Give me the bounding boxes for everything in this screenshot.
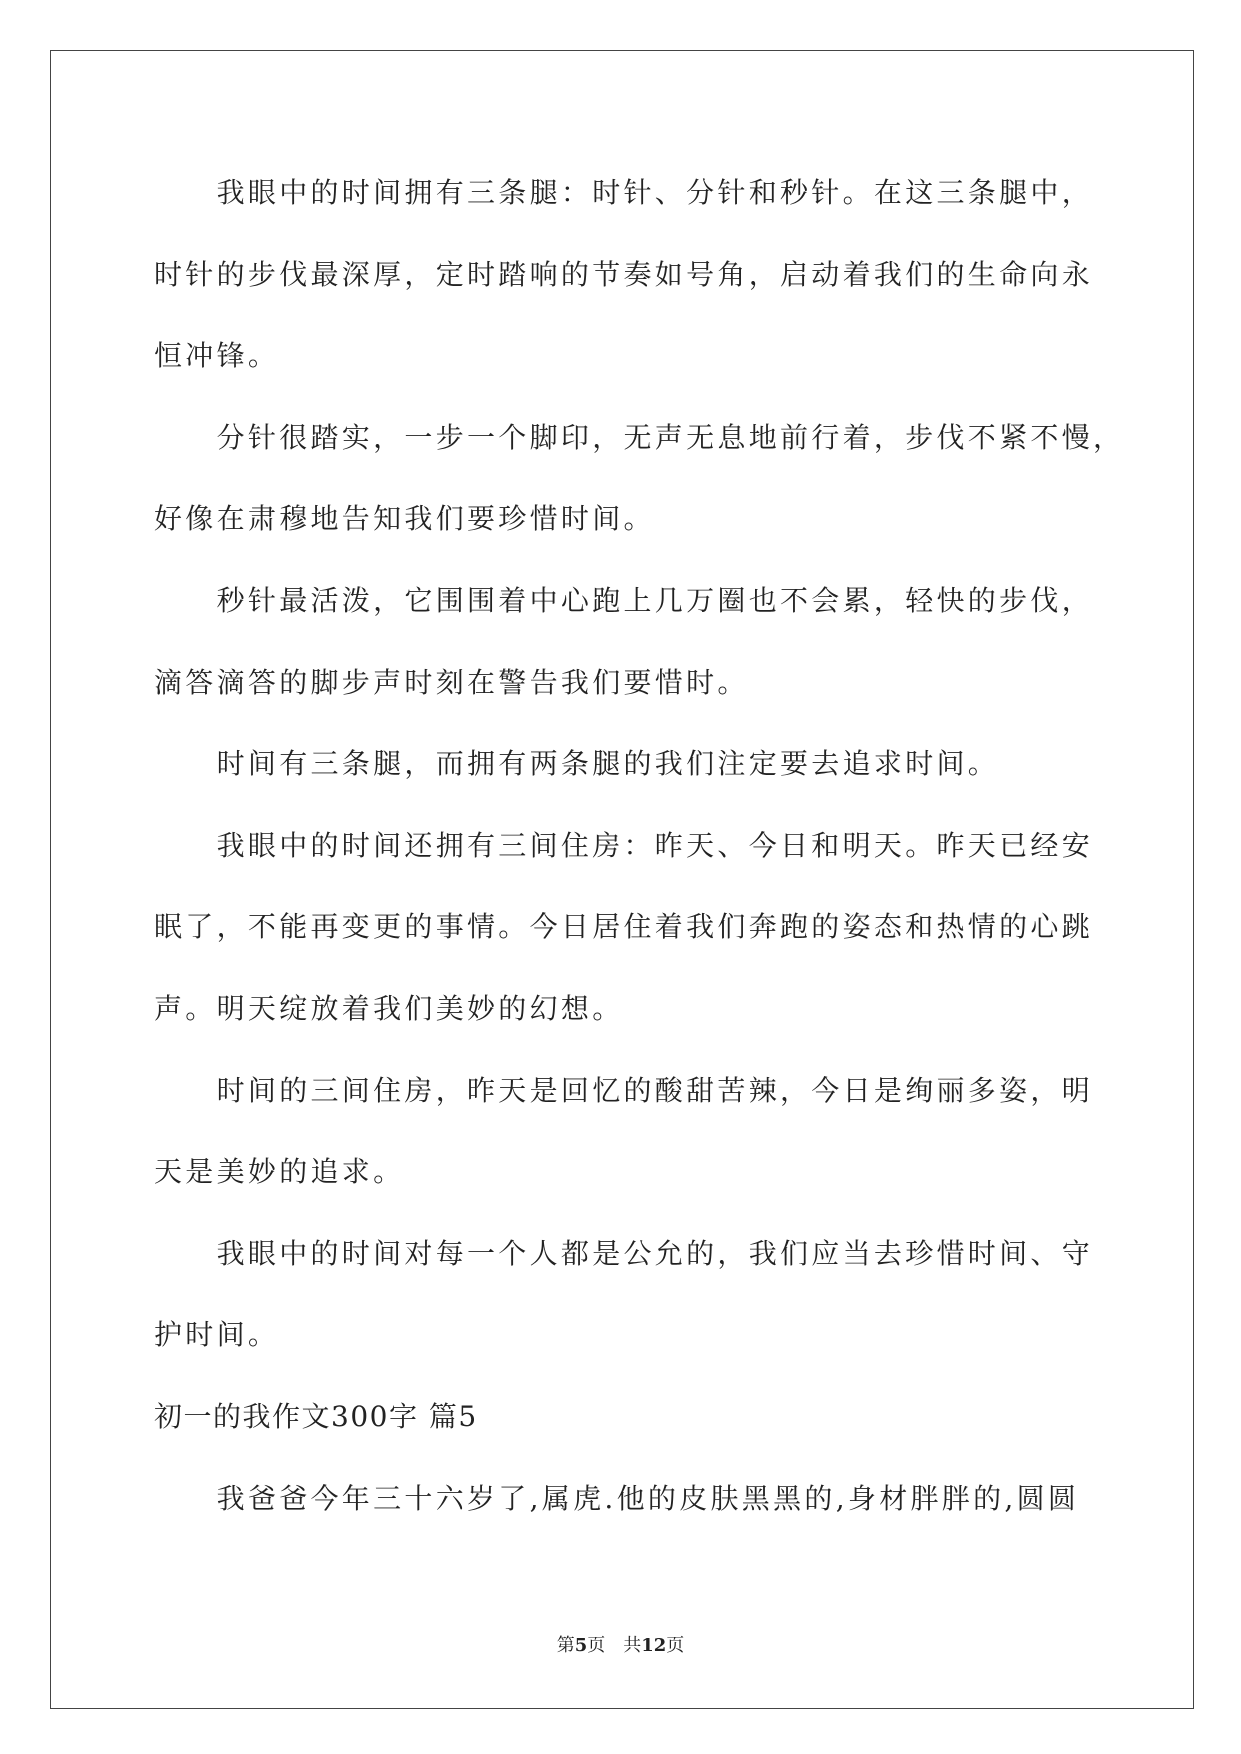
paragraph bbox=[154, 805, 1134, 1050]
text-line: 我爸爸今年三十六岁了,属虎.他的皮肤黑黑的,身材胖胖的,圆圆 bbox=[216, 1481, 1080, 1515]
text-line: 眠了，不能再变更的事情。今日居住着我们奔跑的姿态和热情的心跳 bbox=[154, 910, 1094, 944]
page-label-suffix: 页 bbox=[666, 1635, 685, 1656]
page-footer bbox=[0, 1634, 1241, 1658]
paragraph bbox=[154, 397, 1134, 560]
text-line: 天是美妙的追求。 bbox=[154, 1155, 405, 1189]
page-label-prefix: 第 bbox=[556, 1635, 575, 1656]
paragraph bbox=[154, 560, 1134, 723]
total-pages-number: 12 bbox=[641, 1635, 667, 1656]
text-line: 时间的三间住房，昨天是回忆的酸甜苦辣，今日是绚丽多姿，明 bbox=[216, 1073, 1093, 1107]
text-line: 护时间。 bbox=[154, 1318, 280, 1352]
text-line: 我眼中的时间对每一个人都是公允的，我们应当去珍惜时间、守 bbox=[216, 1236, 1093, 1270]
text-line: 时间有三条腿，而拥有两条腿的我们注定要去追求时间。 bbox=[216, 747, 1000, 781]
paragraph bbox=[154, 723, 1134, 805]
text-line: 时针的步伐最深厚，定时踏响的节奏如号角，启动着我们的生命向永 bbox=[154, 257, 1094, 291]
page-label-middle: 页 共 bbox=[587, 1635, 642, 1656]
document-body bbox=[154, 152, 1134, 1539]
text-line: 恒冲锋。 bbox=[154, 339, 280, 373]
text-line: 分针很踏实，一步一个脚印，无声无息地前行着，步伐不紧不慢， bbox=[216, 420, 1125, 454]
section-heading: 初一的我作文300字 篇5 bbox=[154, 1399, 478, 1433]
current-page-number: 5 bbox=[574, 1635, 588, 1656]
text-line: 秒针最活泼，它围围着中心跑上几万圈也不会累，轻快的步伐， bbox=[216, 583, 1093, 617]
text-line: 我眼中的时间拥有三条腿：时针、分针和秒针。在这三条腿中， bbox=[216, 176, 1093, 209]
text-line: 好像在肃穆地告知我们要珍惜时间。 bbox=[154, 502, 655, 536]
paragraph bbox=[154, 1458, 1134, 1540]
paragraph bbox=[154, 1213, 1134, 1376]
paragraph bbox=[154, 152, 1134, 397]
text-line: 声。明天绽放着我们美妙的幻想。 bbox=[154, 991, 624, 1025]
text-line: 我眼中的时间还拥有三间住房：昨天、今日和明天。昨天已经安 bbox=[216, 828, 1093, 862]
paragraph bbox=[154, 1050, 1134, 1213]
text-line: 滴答滴答的脚步声时刻在警告我们要惜时。 bbox=[154, 665, 749, 699]
